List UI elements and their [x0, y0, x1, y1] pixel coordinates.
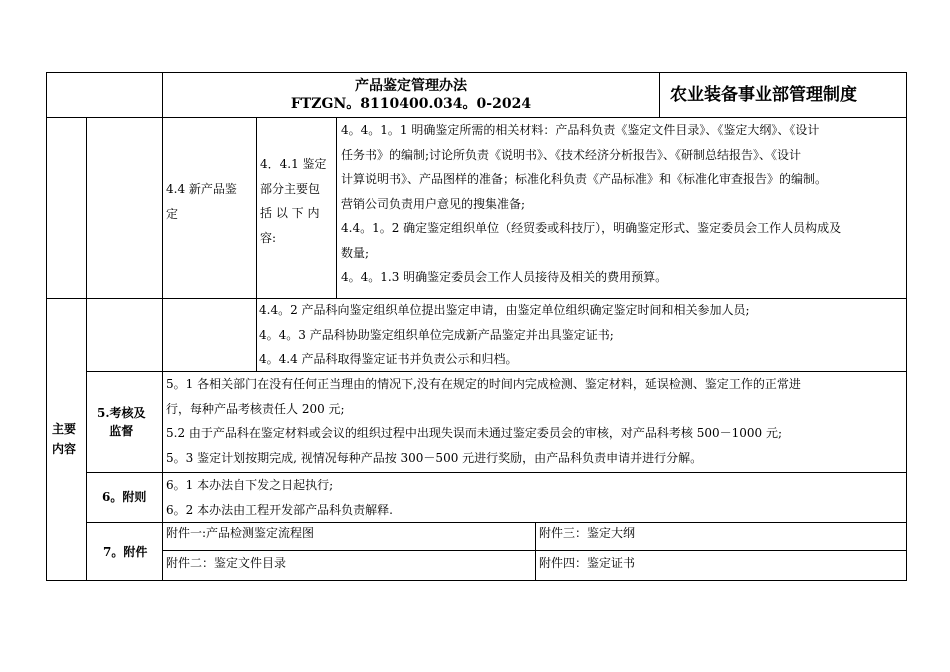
section-5-content: 5。1 各相关部门在没有任何正当理由的情况下,没有在规定的时间内完成检测、鉴定材料，延误检测、鉴定工作的正常进 行，每种产品考核责任人 200 元; 5.2 由于产品科在鉴定材料或会议的组织过程中出现失误而未通过鉴定委员会的审核，对产品科考核 500－1000 元; 5。3 鉴定计划按期完成, 视情况每种产品按 300－500 元进行奖励，由产品科负责申请并进行分解。	[166, 377, 801, 465]
list-item: 4.4。2 产品科向鉴定组织单位提出鉴定申请，由鉴定单位组织确定鉴定时间和相关参加人员;	[259, 303, 750, 317]
section-4-4-label: 4.4 新产品鉴 定	[166, 182, 237, 221]
section-6-content: 6。1 本办法自下发之日起执行; 6。2 本办法由工程开发部产品科负责解释.	[166, 478, 393, 517]
attachment-3: 附件三：鉴定大纲	[539, 526, 636, 540]
document-title: 产品鉴定管理办法	[355, 78, 467, 94]
section-4-4-1-content: 4。4。1。1 明确鉴定所需的相关材料：产品科负责《鉴定文件目录》、《鉴定大纲》、《设计 任务书》的编制;讨论所负责《说明书》、《技术经济分析报告》、《研制总结报告》、《设计 计算说明书》、产品图样的准备；标准化科负责《产品标准》和《标准化审查报告》的编制。 营销公司负责用户意见的搜集准备; 4.4。1。2 确定鉴定组织单位（经贸委或科技厅），明确鉴定形式、鉴定委员会工作人员构成及 数量; 4。4。1.3 明确鉴定委员会工作人员接待及相关的费用预算。	[341, 123, 842, 284]
organization-name: 农业装备事业部管理制度	[670, 85, 857, 105]
section-5-label: 5.考核及 监督	[97, 406, 146, 438]
document-code: FTZGN。8110400.034。0-2024	[290, 96, 532, 112]
main-content-label: 主要 内容	[52, 422, 77, 456]
section-4-4-items	[259, 298, 750, 372]
attachment-1: 附件一:产品检测鉴定流程图	[166, 526, 315, 540]
list-item: 4。4.4 产品科取得鉴定证书并负责公示和归档。	[259, 352, 518, 366]
section-7-label: 7。附件	[103, 545, 148, 559]
list-item: 4。4。3 产品科协助鉴定组织单位完成新产品鉴定并出具鉴定证书;	[259, 327, 614, 342]
attachment-4: 附件四：鉴定证书	[539, 556, 636, 570]
section-6-label: 6。附则	[102, 490, 147, 504]
section-4-4-1-label: 4．4.1 鉴定 部分主要包 括 以 下 内 容:	[260, 157, 327, 245]
attachment-2: 附件二：鉴定文件目录	[166, 556, 287, 570]
